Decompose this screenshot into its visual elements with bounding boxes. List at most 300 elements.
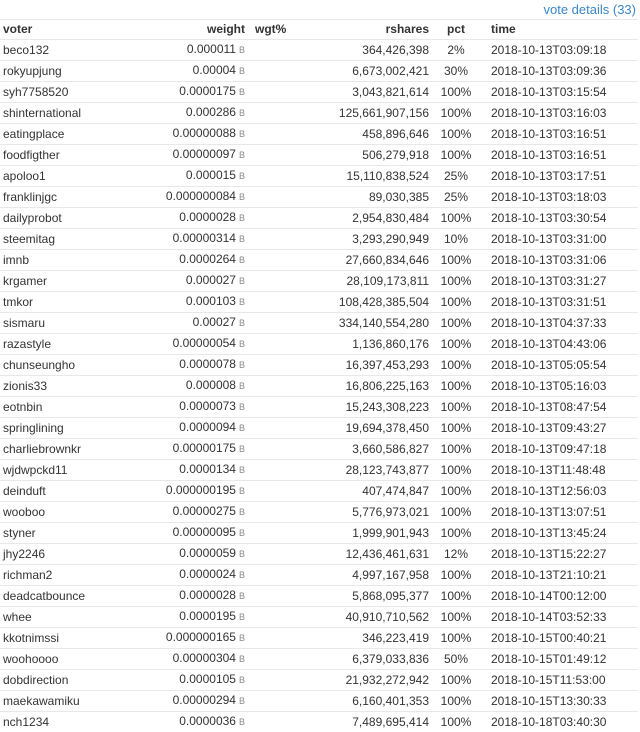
pct-value: 100% <box>431 250 481 271</box>
pct-value: 25% <box>431 166 481 187</box>
time-value: 2018-10-13T03:31:00 <box>481 229 638 250</box>
voter-name[interactable]: imnb <box>0 250 145 271</box>
pct-value: 100% <box>431 565 481 586</box>
weight-value: 0.0000028 <box>179 588 236 602</box>
wgt-percent-cell <box>247 586 317 607</box>
wgt-percent-cell <box>247 670 317 691</box>
pct-value: 100% <box>431 481 481 502</box>
weight-cell <box>145 124 247 145</box>
voter-name[interactable]: richman2 <box>0 565 145 586</box>
weight-value: 0.0000175 <box>179 84 236 98</box>
voter-name[interactable]: razastyle <box>0 334 145 355</box>
time-value: 2018-10-13T21:10:21 <box>481 565 638 586</box>
weight-value: 0.0000036 <box>179 714 236 728</box>
weight-cell <box>145 145 247 166</box>
weight-value: 0.00000054 <box>173 336 236 350</box>
currency-icon: B <box>239 570 245 580</box>
wgt-percent-cell <box>247 82 317 103</box>
currency-icon: B <box>239 255 245 265</box>
rshares-value: 15,243,308,223 <box>317 397 431 418</box>
column-header-weight[interactable]: weight <box>145 20 247 40</box>
voter-name[interactable]: tmkor <box>0 292 145 313</box>
time-value: 2018-10-13T05:05:54 <box>481 355 638 376</box>
table-row <box>0 229 638 250</box>
wgt-percent-cell <box>247 229 317 250</box>
time-value: 2018-10-13T04:43:06 <box>481 334 638 355</box>
table-header-row <box>0 20 638 40</box>
voter-name[interactable]: charliebrownkr <box>0 439 145 460</box>
currency-icon: B <box>239 318 245 328</box>
table-row <box>0 607 638 628</box>
weight-cell <box>145 61 247 82</box>
column-header-pct[interactable]: pct <box>431 20 481 40</box>
currency-icon: B <box>239 507 245 517</box>
weight-value: 0.0000195 <box>179 609 236 623</box>
currency-icon: B <box>239 717 245 727</box>
wgt-percent-cell <box>247 397 317 418</box>
wgt-percent-cell <box>247 61 317 82</box>
weight-value: 0.00000304 <box>173 651 236 665</box>
weight-value: 0.0000028 <box>179 210 236 224</box>
weight-cell <box>145 712 247 732</box>
weight-value: 0.00000097 <box>173 147 236 161</box>
weight-value: 0.000011 <box>187 42 236 56</box>
voter-name[interactable]: jhy2246 <box>0 544 145 565</box>
rshares-value: 6,673,002,421 <box>317 61 431 82</box>
weight-cell <box>145 271 247 292</box>
rshares-value: 3,660,586,827 <box>317 439 431 460</box>
weight-cell <box>145 334 247 355</box>
time-value: 2018-10-15T13:30:33 <box>481 691 638 712</box>
table-row <box>0 544 638 565</box>
voter-name[interactable]: deinduft <box>0 481 145 502</box>
voter-name[interactable]: kkotnimssi <box>0 628 145 649</box>
weight-value: 0.0000078 <box>179 357 236 371</box>
time-value: 2018-10-13T13:07:51 <box>481 502 638 523</box>
weight-cell <box>145 250 247 271</box>
pct-value: 50% <box>431 649 481 670</box>
currency-icon: B <box>239 486 245 496</box>
wgt-percent-cell <box>247 481 317 502</box>
voter-name[interactable]: maekawamiku <box>0 691 145 712</box>
voter-name[interactable]: sismaru <box>0 313 145 334</box>
pct-value: 25% <box>431 187 481 208</box>
table-row <box>0 313 638 334</box>
weight-cell <box>145 607 247 628</box>
weight-value: 0.0000073 <box>179 399 236 413</box>
time-value: 2018-10-13T04:37:33 <box>481 313 638 334</box>
table-row <box>0 292 638 313</box>
pct-value: 100% <box>431 712 481 732</box>
currency-icon: B <box>239 129 245 139</box>
weight-value: 0.000103 <box>186 294 236 308</box>
table-row <box>0 124 638 145</box>
weight-value: 0.000027 <box>186 273 236 287</box>
time-value: 2018-10-18T03:40:30 <box>481 712 638 732</box>
wgt-percent-cell <box>247 628 317 649</box>
currency-icon: B <box>239 87 245 97</box>
currency-icon: B <box>239 276 245 286</box>
time-value: 2018-10-13T03:09:18 <box>481 40 638 61</box>
currency-icon: B <box>239 549 245 559</box>
table-row <box>0 61 638 82</box>
pct-value: 100% <box>431 313 481 334</box>
currency-icon: B <box>239 150 245 160</box>
rshares-value: 28,123,743,877 <box>317 460 431 481</box>
voter-name[interactable]: foodfigther <box>0 145 145 166</box>
pct-value: 100% <box>431 376 481 397</box>
rshares-value: 407,474,847 <box>317 481 431 502</box>
rshares-value: 3,293,290,949 <box>317 229 431 250</box>
table-row <box>0 166 638 187</box>
weight-cell <box>145 103 247 124</box>
table-row <box>0 82 638 103</box>
rshares-value: 7,489,695,414 <box>317 712 431 732</box>
table-row <box>0 418 638 439</box>
time-value: 2018-10-15T01:49:12 <box>481 649 638 670</box>
currency-icon: B <box>239 591 245 601</box>
voter-name[interactable]: wjdwpckd11 <box>0 460 145 481</box>
currency-icon: B <box>239 444 245 454</box>
wgt-percent-cell <box>247 502 317 523</box>
rshares-value: 3,043,821,614 <box>317 82 431 103</box>
rshares-value: 5,868,095,377 <box>317 586 431 607</box>
currency-icon: B <box>239 360 245 370</box>
rshares-value: 4,997,167,958 <box>317 565 431 586</box>
time-value: 2018-10-13T03:18:03 <box>481 187 638 208</box>
rshares-value: 334,140,554,280 <box>317 313 431 334</box>
column-header-rshares[interactable]: rshares <box>317 20 431 40</box>
pct-value: 100% <box>431 439 481 460</box>
currency-icon: B <box>239 45 245 55</box>
wgt-percent-cell <box>247 124 317 145</box>
rshares-value: 6,160,401,353 <box>317 691 431 712</box>
pct-value: 100% <box>431 607 481 628</box>
column-header-wgt-percent[interactable]: wgt% <box>247 20 317 40</box>
table-row <box>0 145 638 166</box>
voter-name[interactable]: zionis33 <box>0 376 145 397</box>
voter-name[interactable]: deadcatbounce <box>0 586 145 607</box>
wgt-percent-cell <box>247 145 317 166</box>
table-row <box>0 334 638 355</box>
time-value: 2018-10-13T09:43:27 <box>481 418 638 439</box>
table-row <box>0 670 638 691</box>
time-value: 2018-10-14T00:12:00 <box>481 586 638 607</box>
weight-cell <box>145 166 247 187</box>
column-header-time[interactable]: time <box>481 20 638 40</box>
pct-value: 100% <box>431 502 481 523</box>
table-row <box>0 40 638 61</box>
time-value: 2018-10-13T05:16:03 <box>481 376 638 397</box>
table-row <box>0 691 638 712</box>
pct-value: 100% <box>431 355 481 376</box>
time-value: 2018-10-13T09:47:18 <box>481 439 638 460</box>
weight-value: 0.0000094 <box>179 420 236 434</box>
pct-value: 100% <box>431 334 481 355</box>
time-value: 2018-10-13T03:16:03 <box>481 103 638 124</box>
voter-name[interactable]: rokyupjung <box>0 61 145 82</box>
weight-cell <box>145 397 247 418</box>
time-value: 2018-10-13T11:48:48 <box>481 460 638 481</box>
vote-details-link[interactable]: vote details (33) <box>544 2 637 17</box>
pct-value: 100% <box>431 145 481 166</box>
rshares-value: 19,694,378,450 <box>317 418 431 439</box>
weight-value: 0.000286 <box>186 105 236 119</box>
rshares-value: 346,223,419 <box>317 628 431 649</box>
voter-name[interactable]: dailyprobot <box>0 208 145 229</box>
weight-value: 0.000008 <box>186 378 236 392</box>
weight-value: 0.0000059 <box>179 546 236 560</box>
wgt-percent-cell <box>247 292 317 313</box>
rshares-value: 1,136,860,176 <box>317 334 431 355</box>
rshares-value: 28,109,173,811 <box>317 271 431 292</box>
pct-value: 30% <box>431 61 481 82</box>
pct-value: 100% <box>431 460 481 481</box>
weight-value: 0.00000095 <box>173 525 236 539</box>
weight-cell <box>145 544 247 565</box>
weight-cell <box>145 229 247 250</box>
table-row <box>0 565 638 586</box>
rshares-value: 125,661,907,156 <box>317 103 431 124</box>
weight-cell <box>145 439 247 460</box>
rshares-value: 15,110,838,524 <box>317 166 431 187</box>
currency-icon: B <box>239 633 245 643</box>
voter-name[interactable]: woohoooo <box>0 649 145 670</box>
weight-cell <box>145 355 247 376</box>
voter-name[interactable]: nch1234 <box>0 712 145 732</box>
voter-name[interactable]: springlining <box>0 418 145 439</box>
pct-value: 100% <box>431 628 481 649</box>
wgt-percent-cell <box>247 460 317 481</box>
table-row <box>0 460 638 481</box>
table-row <box>0 355 638 376</box>
time-value: 2018-10-15T00:40:21 <box>481 628 638 649</box>
time-value: 2018-10-13T03:31:27 <box>481 271 638 292</box>
wgt-percent-cell <box>247 439 317 460</box>
wgt-percent-cell <box>247 334 317 355</box>
rshares-value: 5,776,973,021 <box>317 502 431 523</box>
currency-icon: B <box>239 108 245 118</box>
table-row <box>0 586 638 607</box>
weight-cell <box>145 292 247 313</box>
time-value: 2018-10-13T03:16:51 <box>481 124 638 145</box>
pct-value: 100% <box>431 523 481 544</box>
wgt-percent-cell <box>247 103 317 124</box>
weight-cell <box>145 502 247 523</box>
wgt-percent-cell <box>247 649 317 670</box>
rshares-value: 21,932,272,942 <box>317 670 431 691</box>
wgt-percent-cell <box>247 418 317 439</box>
voter-name[interactable]: syh7758520 <box>0 82 145 103</box>
weight-cell <box>145 628 247 649</box>
rshares-value: 89,030,385 <box>317 187 431 208</box>
weight-cell <box>145 523 247 544</box>
table-row <box>0 208 638 229</box>
pct-value: 100% <box>431 271 481 292</box>
weight-cell <box>145 691 247 712</box>
currency-icon: B <box>239 297 245 307</box>
table-body <box>0 40 638 732</box>
table-row <box>0 712 638 732</box>
rshares-value: 27,660,834,646 <box>317 250 431 271</box>
currency-icon: B <box>239 234 245 244</box>
table-row <box>0 271 638 292</box>
weight-cell <box>145 376 247 397</box>
wgt-percent-cell <box>247 712 317 732</box>
table-row <box>0 502 638 523</box>
table-row <box>0 103 638 124</box>
pct-value: 100% <box>431 418 481 439</box>
time-value: 2018-10-13T03:30:54 <box>481 208 638 229</box>
weight-cell <box>145 40 247 61</box>
voter-name[interactable]: krgamer <box>0 271 145 292</box>
wgt-percent-cell <box>247 271 317 292</box>
voter-name[interactable]: chunseungho <box>0 355 145 376</box>
weight-cell <box>145 418 247 439</box>
votes-table <box>0 19 638 732</box>
voter-name[interactable]: beco132 <box>0 40 145 61</box>
voter-name[interactable]: wooboo <box>0 502 145 523</box>
pct-value: 100% <box>431 124 481 145</box>
currency-icon: B <box>239 192 245 202</box>
pct-value: 100% <box>431 82 481 103</box>
rshares-value: 40,910,710,562 <box>317 607 431 628</box>
table-row <box>0 439 638 460</box>
weight-value: 0.000015 <box>186 168 236 182</box>
wgt-percent-cell <box>247 40 317 61</box>
weight-cell <box>145 586 247 607</box>
rshares-value: 6,379,033,836 <box>317 649 431 670</box>
voter-name[interactable]: styner <box>0 523 145 544</box>
currency-icon: B <box>239 528 245 538</box>
currency-icon: B <box>239 381 245 391</box>
weight-value: 0.00004 <box>193 63 236 77</box>
weight-value: 0.00000275 <box>173 504 236 518</box>
time-value: 2018-10-13T08:47:54 <box>481 397 638 418</box>
pct-value: 10% <box>431 229 481 250</box>
wgt-percent-cell <box>247 607 317 628</box>
table-row <box>0 376 638 397</box>
wgt-percent-cell <box>247 544 317 565</box>
time-value: 2018-10-13T12:56:03 <box>481 481 638 502</box>
weight-value: 0.0000134 <box>179 462 236 476</box>
currency-icon: B <box>239 696 245 706</box>
currency-icon: B <box>239 465 245 475</box>
rshares-value: 506,279,918 <box>317 145 431 166</box>
pct-value: 100% <box>431 670 481 691</box>
time-value: 2018-10-13T03:15:54 <box>481 82 638 103</box>
table-row <box>0 187 638 208</box>
wgt-percent-cell <box>247 208 317 229</box>
weight-value: 0.000000195 <box>166 483 236 497</box>
table-row <box>0 481 638 502</box>
rshares-value: 458,896,646 <box>317 124 431 145</box>
time-value: 2018-10-13T03:17:51 <box>481 166 638 187</box>
wgt-percent-cell <box>247 376 317 397</box>
voter-name[interactable]: apoloo1 <box>0 166 145 187</box>
weight-value: 0.000000165 <box>166 630 236 644</box>
wgt-percent-cell <box>247 250 317 271</box>
weight-cell <box>145 82 247 103</box>
wgt-percent-cell <box>247 166 317 187</box>
currency-icon: B <box>239 213 245 223</box>
time-value: 2018-10-13T03:31:51 <box>481 292 638 313</box>
voter-name[interactable]: franklinjgc <box>0 187 145 208</box>
pct-value: 100% <box>431 586 481 607</box>
rshares-value: 16,806,225,163 <box>317 376 431 397</box>
wgt-percent-cell <box>247 691 317 712</box>
weight-cell <box>145 460 247 481</box>
voter-name[interactable]: shinternational <box>0 103 145 124</box>
wgt-percent-cell <box>247 523 317 544</box>
currency-icon: B <box>239 66 245 76</box>
wgt-percent-cell <box>247 313 317 334</box>
weight-cell <box>145 481 247 502</box>
pct-value: 100% <box>431 103 481 124</box>
time-value: 2018-10-15T11:53:00 <box>481 670 638 691</box>
weight-value: 0.000000084 <box>166 189 236 203</box>
rshares-value: 364,426,398 <box>317 40 431 61</box>
pct-value: 100% <box>431 691 481 712</box>
weight-value: 0.00000314 <box>173 231 236 245</box>
wgt-percent-cell <box>247 565 317 586</box>
weight-value: 0.0000105 <box>179 672 236 686</box>
table-row <box>0 523 638 544</box>
currency-icon: B <box>239 654 245 664</box>
weight-value: 0.00000294 <box>173 693 236 707</box>
time-value: 2018-10-13T03:09:36 <box>481 61 638 82</box>
table-row <box>0 397 638 418</box>
weight-cell <box>145 565 247 586</box>
weight-cell <box>145 670 247 691</box>
pct-value: 100% <box>431 397 481 418</box>
time-value: 2018-10-13T15:22:27 <box>481 544 638 565</box>
time-value: 2018-10-13T13:45:24 <box>481 523 638 544</box>
rshares-value: 2,954,830,484 <box>317 208 431 229</box>
rshares-value: 108,428,385,504 <box>317 292 431 313</box>
table-row <box>0 250 638 271</box>
table-row <box>0 649 638 670</box>
voter-name[interactable]: eatingplace <box>0 124 145 145</box>
weight-value: 0.00027 <box>193 315 236 329</box>
rshares-value: 12,436,461,631 <box>317 544 431 565</box>
wgt-percent-cell <box>247 355 317 376</box>
wgt-percent-cell <box>247 187 317 208</box>
weight-value: 0.00000175 <box>173 441 236 455</box>
weight-cell <box>145 208 247 229</box>
weight-cell <box>145 187 247 208</box>
voter-name[interactable]: dobdirection <box>0 670 145 691</box>
weight-value: 0.00000088 <box>173 126 236 140</box>
currency-icon: B <box>239 339 245 349</box>
time-value: 2018-10-14T03:52:33 <box>481 607 638 628</box>
currency-icon: B <box>239 423 245 433</box>
time-value: 2018-10-13T03:31:06 <box>481 250 638 271</box>
rshares-value: 16,397,453,293 <box>317 355 431 376</box>
voter-name[interactable]: eotnbin <box>0 397 145 418</box>
weight-value: 0.0000024 <box>179 567 236 581</box>
column-header-voter[interactable]: voter <box>0 20 145 40</box>
weight-cell <box>145 649 247 670</box>
weight-cell <box>145 313 247 334</box>
voter-name[interactable]: whee <box>0 607 145 628</box>
currency-icon: B <box>239 675 245 685</box>
pct-value: 2% <box>431 40 481 61</box>
currency-icon: B <box>239 612 245 622</box>
voter-name[interactable]: steemitag <box>0 229 145 250</box>
rshares-value: 1,999,901,943 <box>317 523 431 544</box>
pct-value: 100% <box>431 292 481 313</box>
